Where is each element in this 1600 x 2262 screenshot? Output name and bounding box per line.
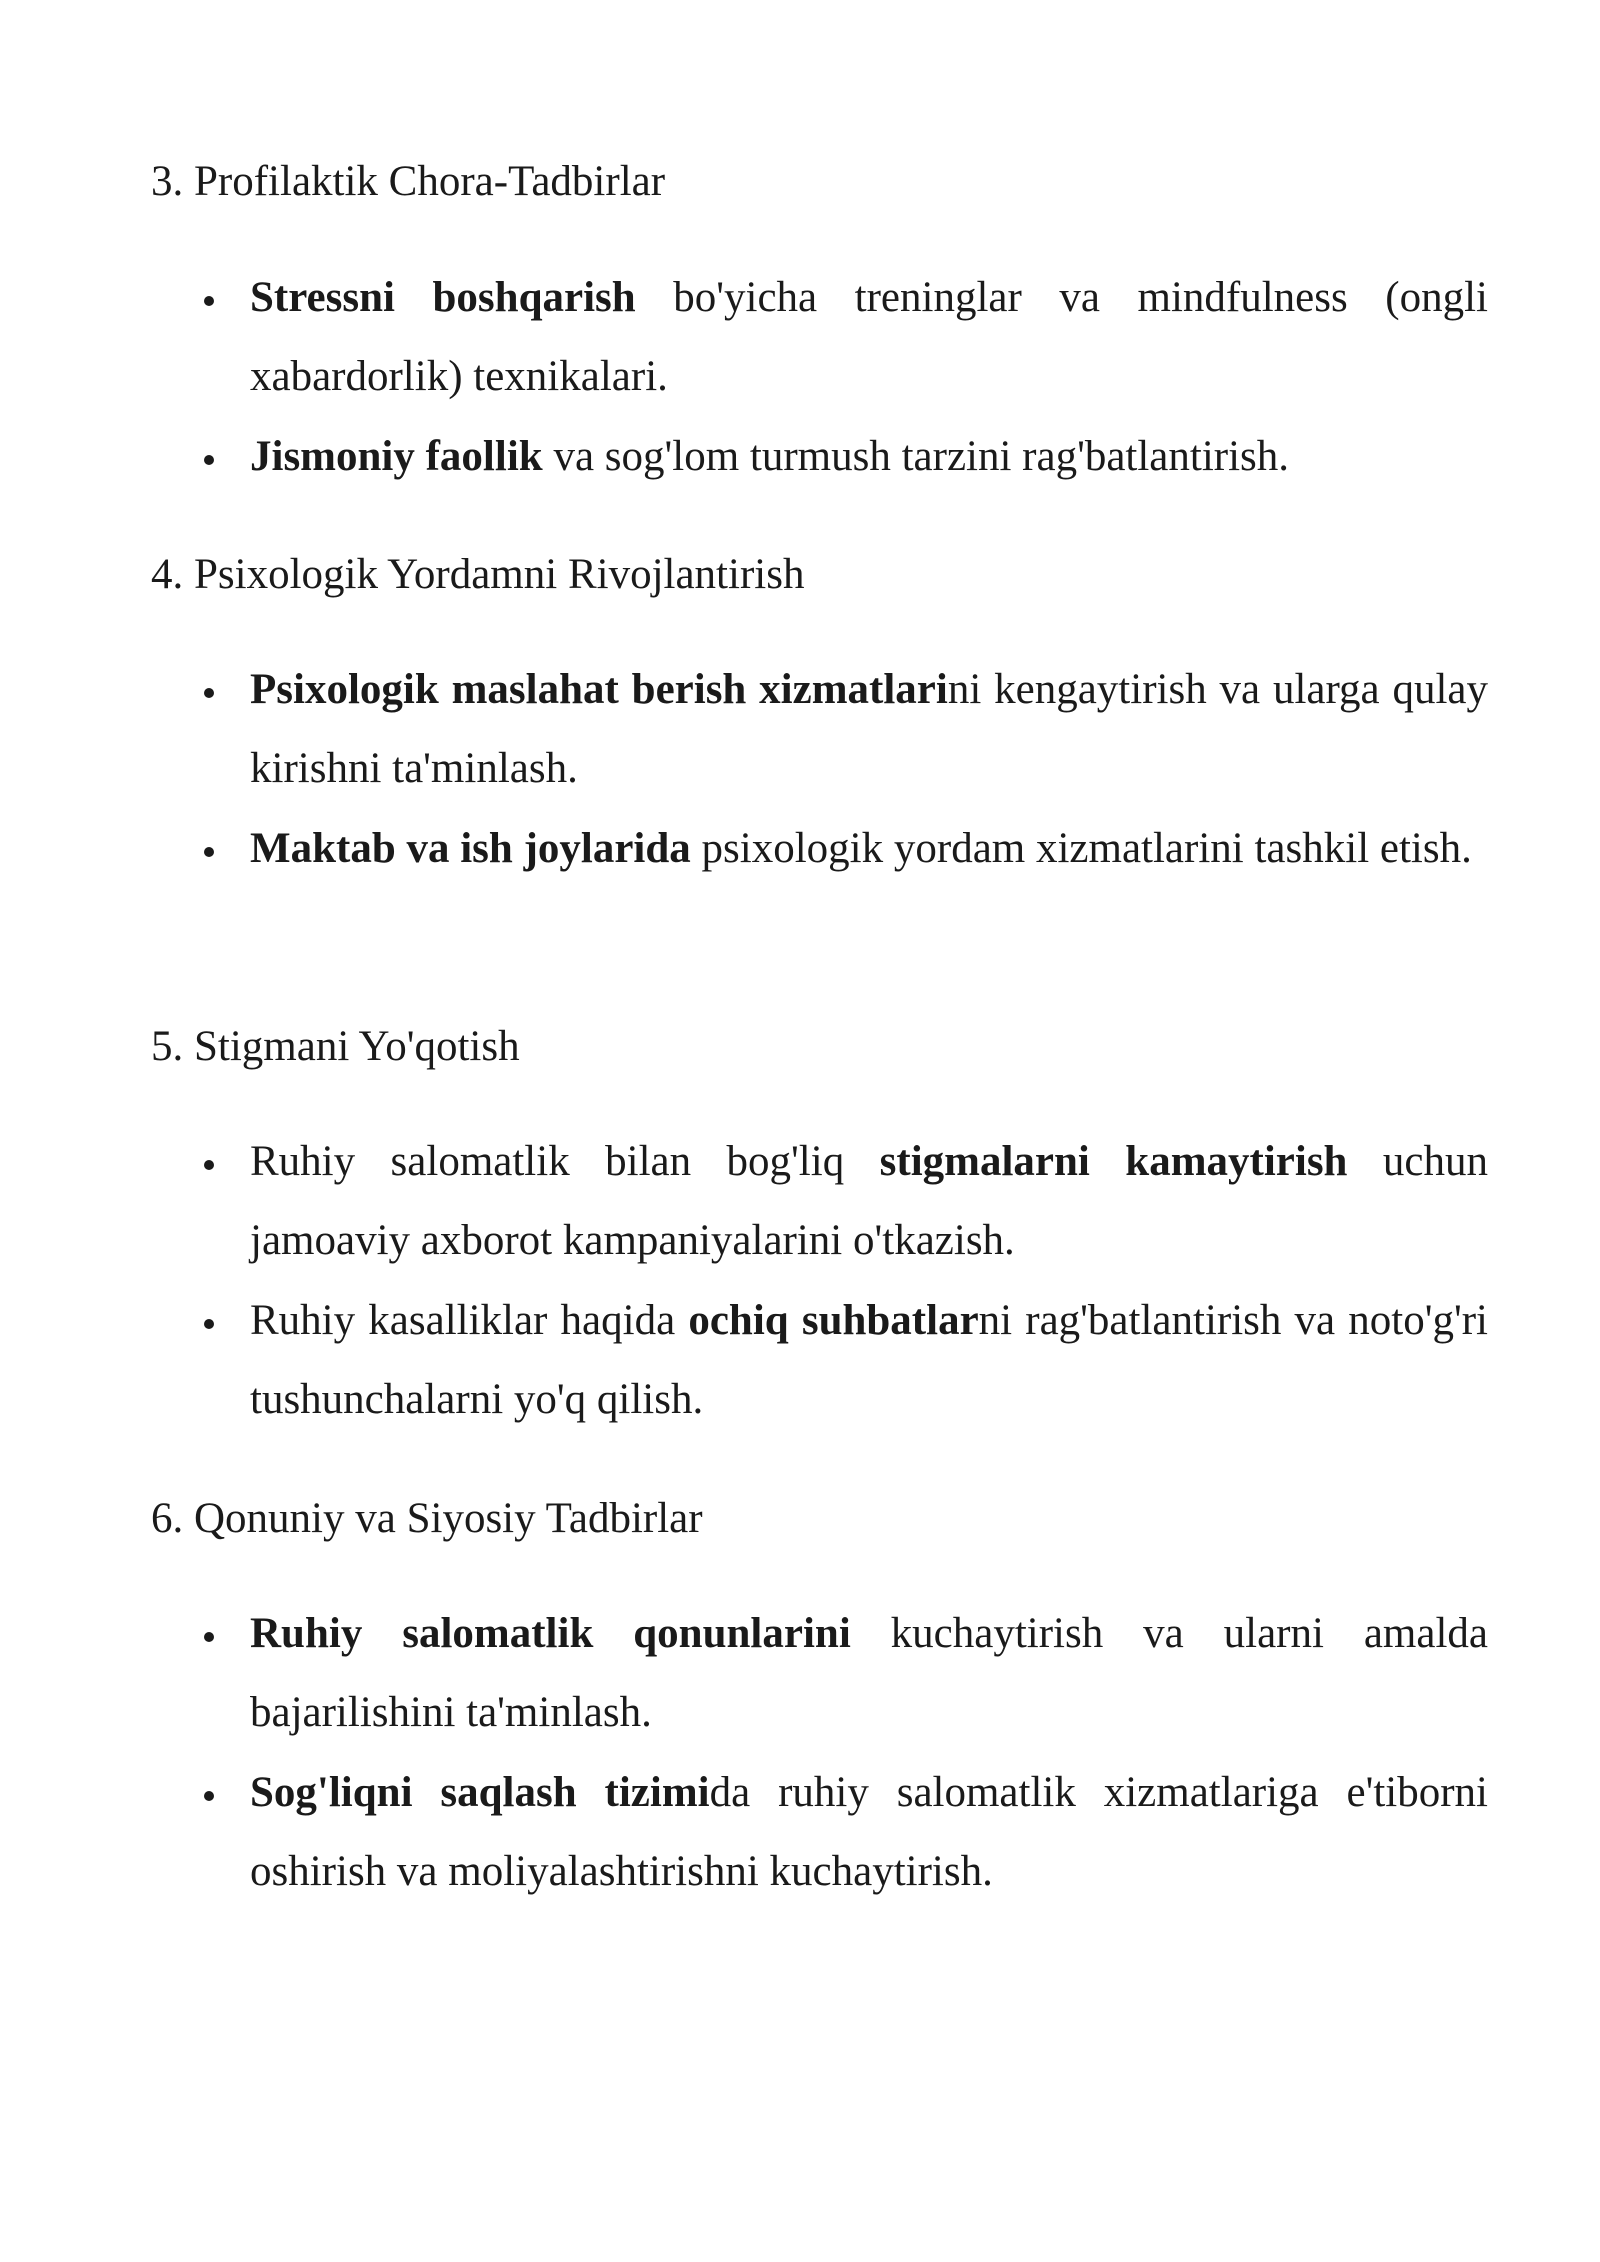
item-text-post: psixologik yordam xizmatlarini tashkil etish. [690,825,1472,872]
list-item [250,1594,1488,1752]
item-text-post: kuchaytirish va ularni amalda bajarilishini ta'minlash. [250,1610,1488,1736]
bold-phrase: Jismoniy faollik [250,433,543,480]
list-item [250,809,1488,888]
item-text-post: da ruhiy salomatlik xizmatlariga e'tiborni oshirish va moliyalashtirishni kuchaytirish. [250,1769,1488,1895]
list-item [250,1122,1488,1280]
list-item [250,417,1488,496]
bullet-icon [204,1160,214,1170]
list-item [250,258,1488,416]
bullet-icon [204,688,214,698]
item-text-post: bo'yicha treninglar va mindfulness (ongli xabardorlik) texnikalari. [250,274,1489,400]
bullet-icon [204,847,214,857]
bold-phrase: stigmalarni kamaytirish [879,1138,1348,1185]
section-heading: 4. Psixologik Yordamni Rivojlantirish [151,551,805,598]
item-text-post: va sog'lom turmush tarzini rag'batlantirish. [542,433,1290,480]
bold-phrase: ochiq suhbatlar [688,1297,979,1344]
bold-phrase: Maktab va ish joylarida [250,825,691,872]
item-text-post: ni kengaytirish va ularga qulay kirishni ta'minlash. [250,666,1488,792]
list-item [250,1281,1488,1439]
bullet-icon [204,1632,214,1642]
item-text-pre: Ruhiy kasalliklar haqida [250,1297,689,1344]
list-item [250,1753,1488,1911]
bullet-icon [204,1791,214,1801]
bullet-icon [204,1319,214,1329]
bold-phrase: Ruhiy salomatlik qonunlarini [250,1610,851,1657]
item-text-pre: Ruhiy salomatlik bilan bog'liq [250,1138,880,1185]
section-heading: 5. Stigmani Yo'qotish [151,1023,520,1070]
bullet-icon [204,455,214,465]
bullet-icon [204,296,214,306]
item-text-post: uchun jamoaviy axborot kampaniyalarini o'tkazish. [250,1138,1489,1264]
bold-phrase: Psixologik maslahat berish xizmatlari [250,666,948,713]
bold-phrase: Sog'liqni saqlash tizimi [250,1769,710,1816]
item-text-post: ni rag'batlantirish va noto'g'ri tushunchalarni yo'q qilish. [250,1297,1488,1423]
section-heading: 3. Profilaktik Chora-Tadbirlar [151,158,666,205]
list-item [250,650,1488,808]
section-heading: 6. Qonuniy va Siyosiy Tadbirlar [151,1495,703,1542]
bold-phrase: Stressni boshqarish [250,274,636,321]
